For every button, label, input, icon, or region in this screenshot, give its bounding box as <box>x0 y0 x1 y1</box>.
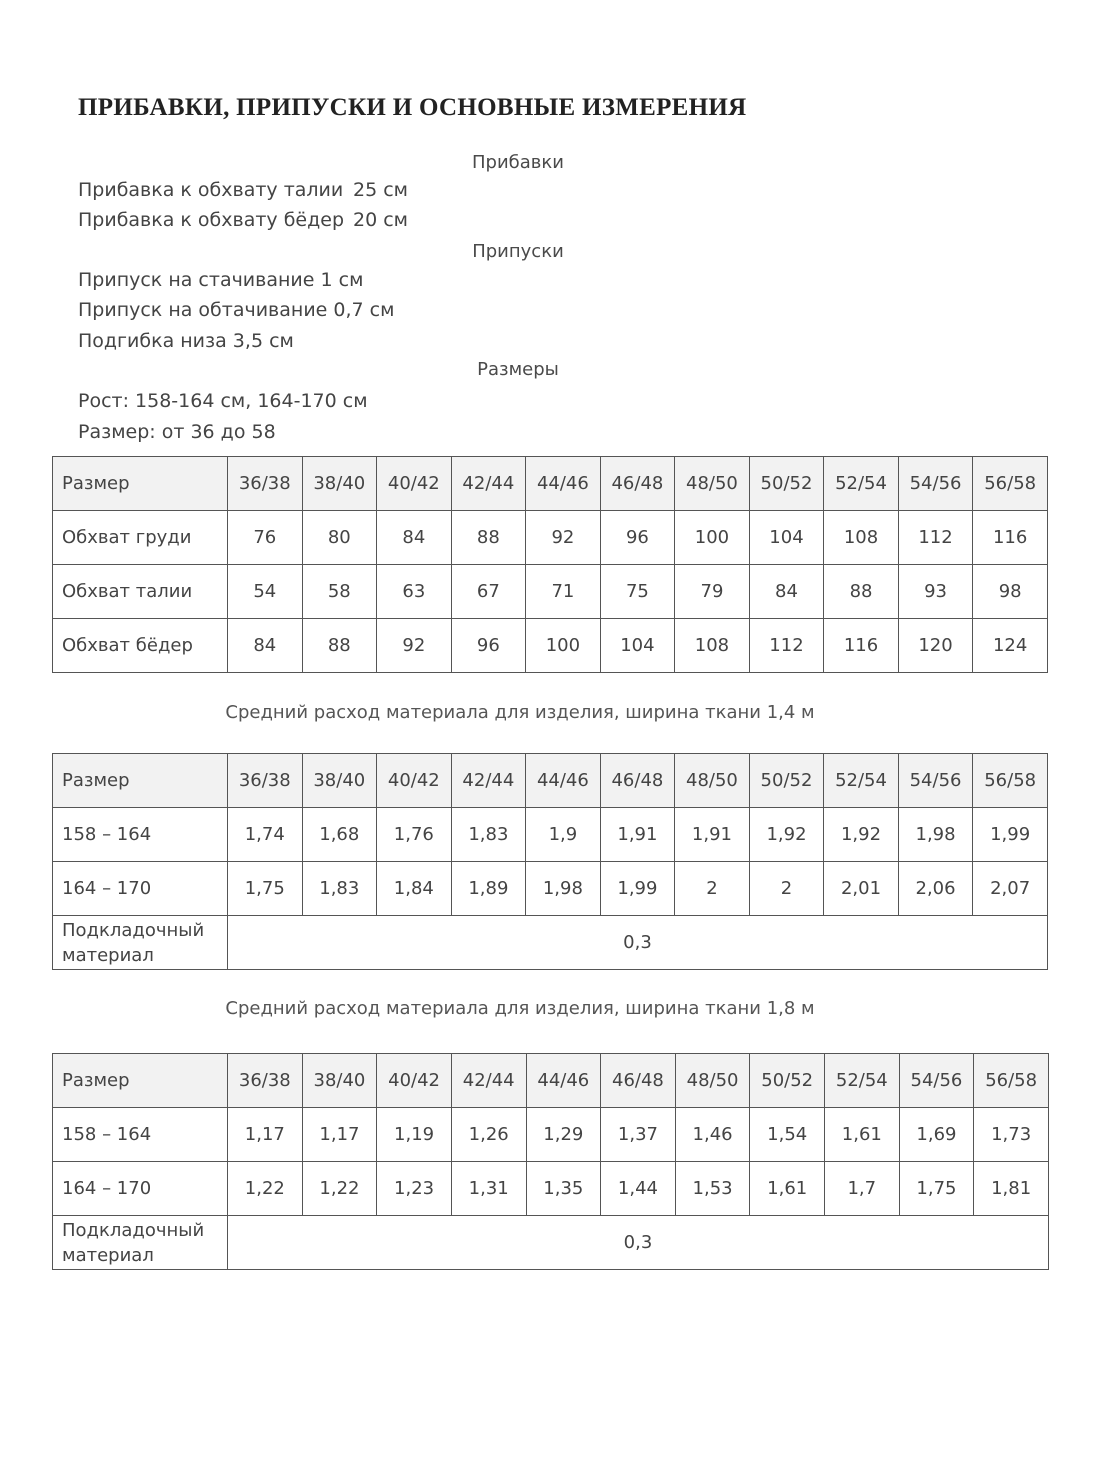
table-cell: 1,99 <box>973 808 1048 862</box>
header-cell: 44/46 <box>526 457 601 511</box>
table-cell: 1,91 <box>675 808 750 862</box>
table-cell: 1,9 <box>526 808 601 862</box>
table-cell: 84 <box>377 511 452 565</box>
header-cell: 46/48 <box>601 1054 676 1108</box>
table-cell: 92 <box>377 619 452 673</box>
table-cell: 1,84 <box>377 862 452 916</box>
table-cell: 108 <box>675 619 750 673</box>
addition-hips-value: 20 см <box>353 209 408 231</box>
table-cell: 112 <box>898 511 973 565</box>
header-cell: Размер <box>53 1054 228 1108</box>
addition-waist <box>78 179 408 201</box>
table-row <box>53 511 1048 565</box>
table-cell: 1,83 <box>302 862 377 916</box>
table-row-lining <box>53 1216 1049 1270</box>
table-cell: 1,23 <box>377 1162 452 1216</box>
table-cell: 98 <box>973 565 1048 619</box>
header-cell: 42/44 <box>451 457 526 511</box>
lining-label <box>53 1216 228 1270</box>
table-cell: 100 <box>675 511 750 565</box>
addition-hips <box>78 209 408 231</box>
header-cell: 48/50 <box>675 1054 750 1108</box>
table-cell: 2,07 <box>973 862 1048 916</box>
header-cell: 56/58 <box>973 457 1048 511</box>
lining-label-line1: Подкладочный <box>62 1219 205 1241</box>
table-cell: 1,68 <box>302 808 377 862</box>
table-cell: 100 <box>526 619 601 673</box>
lining-label-line2: материал <box>62 1244 154 1266</box>
table-cell: 93 <box>898 565 973 619</box>
table-cell: 1,92 <box>824 808 899 862</box>
table-cell: 92 <box>526 511 601 565</box>
measurements-table <box>52 456 1048 673</box>
additions-heading: Прибавки <box>472 152 564 173</box>
table-cell: 108 <box>824 511 899 565</box>
table-row <box>53 862 1048 916</box>
table-cell: 67 <box>451 565 526 619</box>
table-cell: 1,76 <box>377 808 452 862</box>
header-cell: 48/50 <box>675 457 750 511</box>
header-cell: 42/44 <box>451 754 526 808</box>
table-cell: 1,7 <box>825 1162 900 1216</box>
table-cell: 88 <box>302 619 377 673</box>
header-cell: 36/38 <box>228 1054 303 1108</box>
table-header-row <box>53 1054 1049 1108</box>
table-cell: 1,61 <box>750 1162 825 1216</box>
header-cell: 38/40 <box>302 1054 377 1108</box>
lining-value: 0,3 <box>228 916 1048 970</box>
row-label: Обхват груди <box>53 511 228 565</box>
table-cell: 71 <box>526 565 601 619</box>
row-label: 164 – 170 <box>53 862 228 916</box>
consumption-14-table <box>52 753 1048 970</box>
header-cell: 54/56 <box>898 754 973 808</box>
header-cell: 54/56 <box>899 1054 974 1108</box>
table-cell: 58 <box>302 565 377 619</box>
table-cell: 88 <box>824 565 899 619</box>
header-cell: 50/52 <box>749 457 824 511</box>
table-cell: 1,17 <box>228 1108 303 1162</box>
table-cell: 1,53 <box>675 1162 750 1216</box>
header-cell: 56/58 <box>974 1054 1049 1108</box>
table-cell: 1,61 <box>825 1108 900 1162</box>
table-cell: 2 <box>749 862 824 916</box>
lining-label <box>53 916 228 970</box>
sizes-heading: Размеры <box>477 359 559 380</box>
header-cell: 44/46 <box>526 754 601 808</box>
header-cell: 40/42 <box>377 754 452 808</box>
table-cell: 112 <box>749 619 824 673</box>
header-cell: 40/42 <box>377 457 452 511</box>
header-cell: Размер <box>53 754 228 808</box>
table-cell: 54 <box>228 565 303 619</box>
table-cell: 124 <box>973 619 1048 673</box>
table-cell: 1,17 <box>302 1108 377 1162</box>
table-cell: 1,54 <box>750 1108 825 1162</box>
sizes-range: Размер: от 36 до 58 <box>78 421 276 443</box>
lining-label-line2: материал <box>62 944 154 966</box>
table-cell: 1,44 <box>601 1162 676 1216</box>
table-cell: 1,98 <box>526 862 601 916</box>
lining-label-line1: Подкладочный <box>62 919 205 941</box>
table-cell: 96 <box>600 511 675 565</box>
table-cell: 116 <box>973 511 1048 565</box>
table-cell: 1,35 <box>526 1162 601 1216</box>
table-row <box>53 1162 1049 1216</box>
row-label: Обхват бёдер <box>53 619 228 673</box>
table-row <box>53 1108 1049 1162</box>
table-cell: 1,75 <box>228 862 303 916</box>
table-cell: 76 <box>228 511 303 565</box>
allowance-seam: Припуск на стачивание 1 см <box>78 269 364 291</box>
table-header-row <box>53 754 1048 808</box>
table-header-row <box>53 457 1048 511</box>
table-cell: 2 <box>675 862 750 916</box>
table-cell: 63 <box>377 565 452 619</box>
table-cell: 1,99 <box>600 862 675 916</box>
table-cell: 96 <box>451 619 526 673</box>
header-cell: 38/40 <box>302 754 377 808</box>
consumption-18-table <box>52 1053 1049 1270</box>
header-cell: 52/54 <box>825 1054 900 1108</box>
header-cell: 50/52 <box>749 754 824 808</box>
table-cell: 2,06 <box>898 862 973 916</box>
table-cell: 1,92 <box>749 808 824 862</box>
table-cell: 116 <box>824 619 899 673</box>
table-row-lining <box>53 916 1048 970</box>
header-cell: 48/50 <box>675 754 750 808</box>
table-cell: 79 <box>675 565 750 619</box>
table-cell: 1,91 <box>600 808 675 862</box>
header-cell: 44/46 <box>526 1054 601 1108</box>
table-cell: 1,83 <box>451 808 526 862</box>
table-cell: 1,22 <box>302 1162 377 1216</box>
consumption-14-caption: Средний расход материала для изделия, ширина ткани 1,4 м <box>225 702 815 723</box>
header-cell: 38/40 <box>302 457 377 511</box>
table-cell: 104 <box>749 511 824 565</box>
table-cell: 120 <box>898 619 973 673</box>
table-row <box>53 565 1048 619</box>
header-cell: 42/44 <box>451 1054 526 1108</box>
header-cell: 36/38 <box>228 754 303 808</box>
table-cell: 1,81 <box>974 1162 1049 1216</box>
table-cell: 88 <box>451 511 526 565</box>
row-label: Обхват талии <box>53 565 228 619</box>
table-cell: 1,74 <box>228 808 303 862</box>
addition-hips-label: Прибавка к обхвату бёдер <box>78 209 344 231</box>
table-cell: 84 <box>228 619 303 673</box>
table-cell: 2,01 <box>824 862 899 916</box>
header-cell: 40/42 <box>377 1054 452 1108</box>
allowance-hem: Подгибка низа 3,5 см <box>78 330 294 352</box>
header-cell: 36/38 <box>228 457 303 511</box>
header-cell: 52/54 <box>824 754 899 808</box>
row-label: 158 – 164 <box>53 808 228 862</box>
table-cell: 1,89 <box>451 862 526 916</box>
table-cell: 75 <box>600 565 675 619</box>
table-cell: 1,37 <box>601 1108 676 1162</box>
page-title: ПРИБАВКИ, ПРИПУСКИ И ОСНОВНЫЕ ИЗМЕРЕНИЯ <box>78 94 747 121</box>
table-cell: 1,98 <box>898 808 973 862</box>
allowances-heading: Припуски <box>472 241 564 262</box>
table-cell: 1,26 <box>451 1108 526 1162</box>
table-cell: 1,31 <box>451 1162 526 1216</box>
header-cell: 50/52 <box>750 1054 825 1108</box>
table-cell: 1,19 <box>377 1108 452 1162</box>
header-cell: Размер <box>53 457 228 511</box>
row-label: 158 – 164 <box>53 1108 228 1162</box>
table-cell: 80 <box>302 511 377 565</box>
lining-value: 0,3 <box>228 1216 1049 1270</box>
addition-waist-label: Прибавка к обхвату талии <box>78 179 344 201</box>
allowance-facing: Припуск на обтачивание 0,7 см <box>78 299 395 321</box>
table-cell: 1,69 <box>899 1108 974 1162</box>
header-cell: 46/48 <box>600 754 675 808</box>
table-row <box>53 619 1048 673</box>
header-cell: 56/58 <box>973 754 1048 808</box>
header-cell: 54/56 <box>898 457 973 511</box>
table-cell: 1,29 <box>526 1108 601 1162</box>
addition-waist-value: 25 см <box>353 179 408 201</box>
header-cell: 52/54 <box>824 457 899 511</box>
table-cell: 1,46 <box>675 1108 750 1162</box>
table-cell: 104 <box>600 619 675 673</box>
sizes-height: Рост: 158-164 см, 164-170 см <box>78 390 368 412</box>
table-cell: 84 <box>749 565 824 619</box>
header-cell: 46/48 <box>600 457 675 511</box>
table-row <box>53 808 1048 862</box>
consumption-18-caption: Средний расход материала для изделия, ширина ткани 1,8 м <box>225 998 815 1019</box>
table-cell: 1,75 <box>899 1162 974 1216</box>
table-cell: 1,73 <box>974 1108 1049 1162</box>
row-label: 164 – 170 <box>53 1162 228 1216</box>
table-cell: 1,22 <box>228 1162 303 1216</box>
